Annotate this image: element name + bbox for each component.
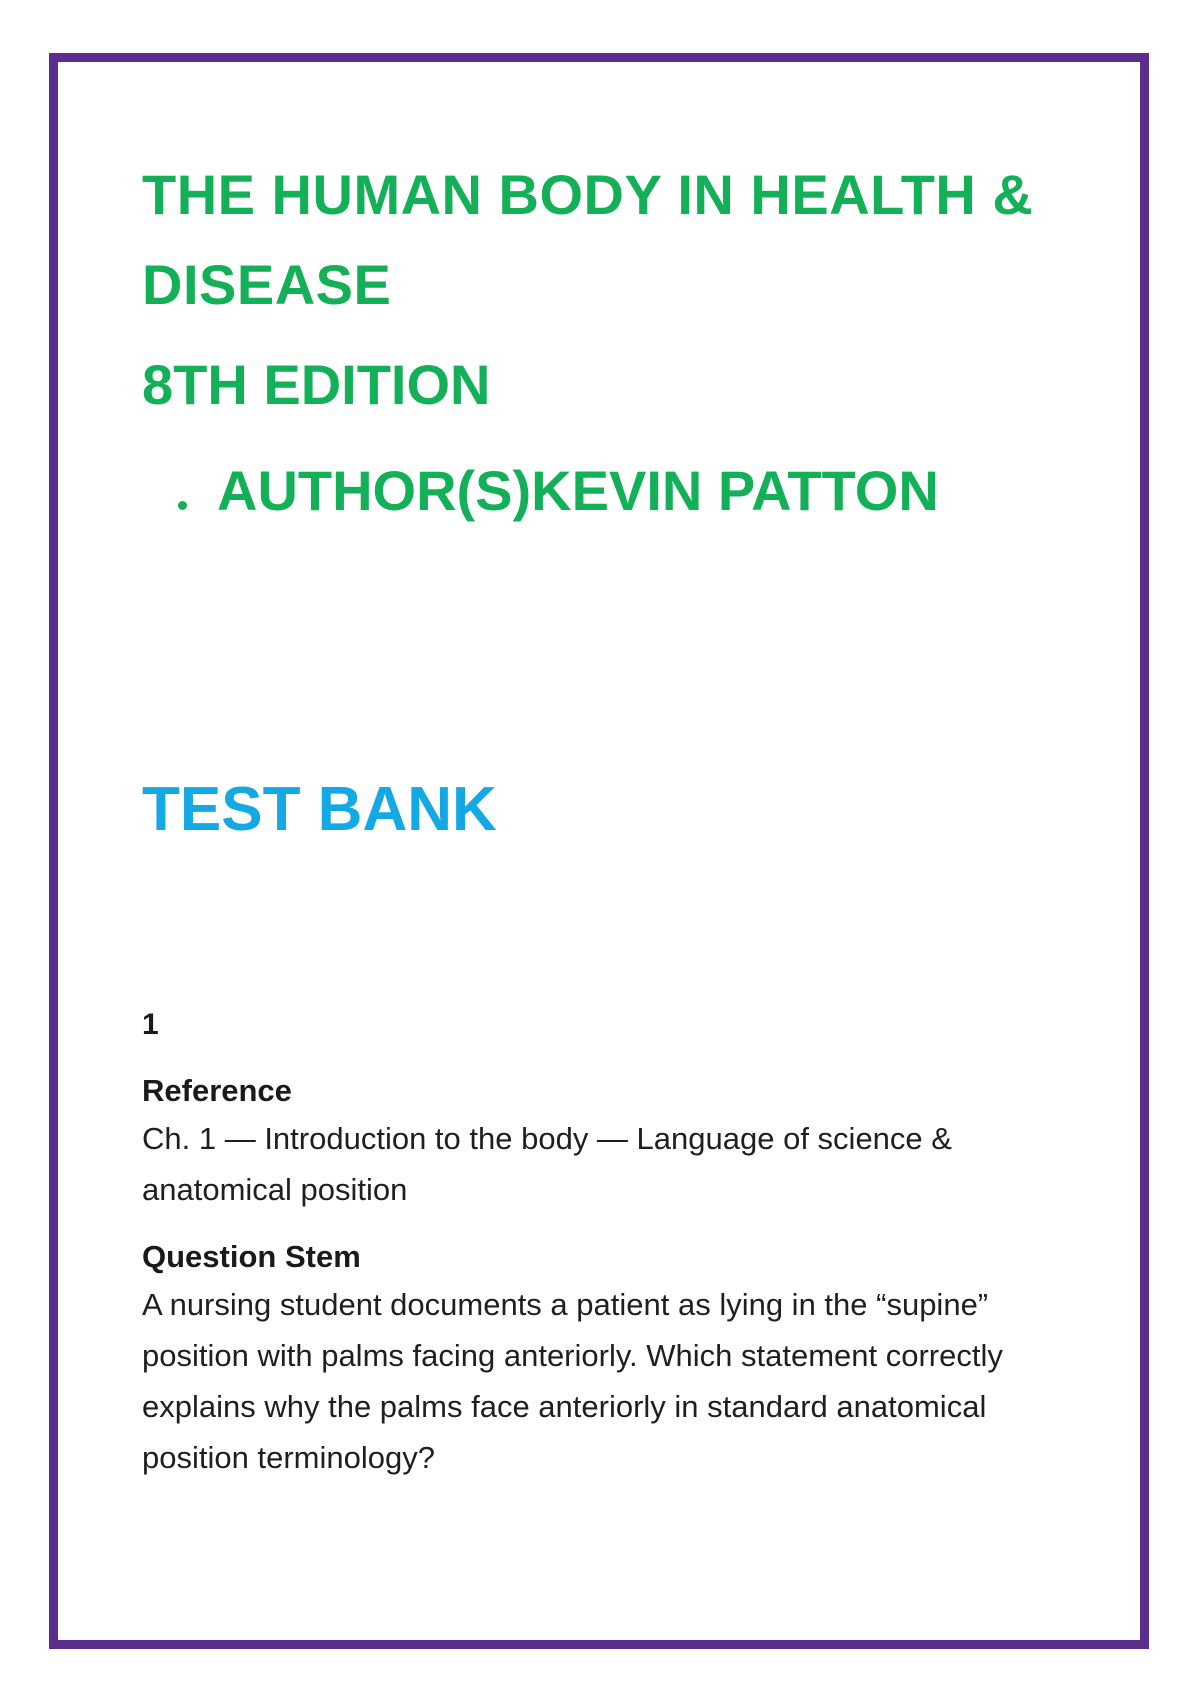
title-block [142,150,1082,536]
question-stem-label: Question Stem [142,1239,361,1274]
bullet-dot-icon [178,501,187,510]
question-block [142,1005,1082,1483]
reference-text: Ch. 1 — Introduction to the body — Language of science & anatomical position [142,1121,952,1207]
author-name: AUTHOR(S)KEVIN PATTON [217,459,939,522]
book-title: THE HUMAN BODY IN HEALTH & DISEASE [142,163,1034,316]
edition-label: 8TH EDITION [142,353,491,416]
author-row [142,446,1082,536]
reference-label: Reference [142,1073,292,1108]
question-number: 1 [142,1008,159,1041]
question-stem-text: A nursing student documents a patient as lying in the “supine” position with palms facing anteriorly. Which statement correctly explains why the palms face anteriorly in standard anatomical position terminology? [142,1287,1003,1475]
test-bank-heading: TEST BANK [142,775,497,844]
